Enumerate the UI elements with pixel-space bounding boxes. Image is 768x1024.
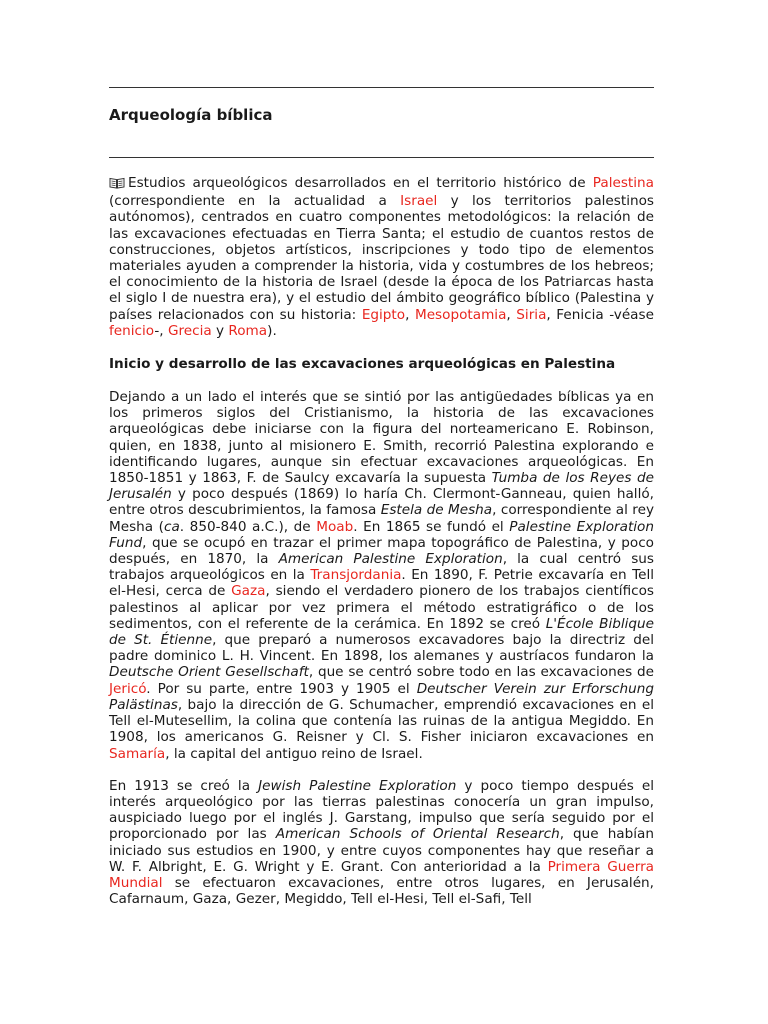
italic-title: Deutsche Orient Gesellschaft (109, 664, 309, 681)
text-run: -, (154, 322, 168, 339)
text-run: y poco después (1869) lo haría Ch. Clermont-Ganneau, quien halló, entre otros descubrimientos, la famosa (109, 486, 654, 519)
book-icon (109, 177, 125, 193)
text-run: , la capital del antiguo reino de Israel. (165, 745, 423, 762)
text-run: Dejando a un lado el interés que se sintió por las antigüedades bíblicas ya en los primeros siglos del Cristianismo, la historia de las excavaciones arqueológicas debe iniciarse con la figura del norteamericano E. Robinson, quien, en 1838, junto al misionero E. Smith, recorrió Palestina explorando e identificando lugares, aunque sin efectuar excavaciones arqueológicas. En 1850-1851 y 1863, F. de Saulcy excavaría la supuesta (109, 389, 654, 487)
title-divider (109, 157, 654, 158)
text-run: Estudios arqueológicos desarrollados en el territorio histórico de (128, 175, 593, 191)
text-run: ). (267, 322, 277, 339)
inline-link[interactable]: Egipto (361, 306, 406, 323)
italic-title: ca (163, 518, 180, 535)
italic-title: Jewish Palestine Exploration (258, 777, 457, 794)
text-run: y los territorios palestinos autónomos), centrados en cuatro componentes metodológicos: la relación de las excavaciones efectuadas en Tierra Santa; el estudio de cuantos restos de construcciones, objetos artísticos, inscripciones y todo tipo de elementos materiales ayuden a comprender la historia, vida y costumbres de los hebreos; el conocimiento de la historia de Israel (desde la época de los Patriarcas hasta el siglo I de nuestra era), y el estudio del ámbito geográfico bíblico (Palestina y países relacionados con su historia: (109, 193, 654, 323)
intro-paragraph (109, 175, 654, 339)
inline-link[interactable]: fenicio (109, 322, 155, 339)
inline-link[interactable]: Israel (400, 193, 438, 210)
page-title: Arqueología bíblica (109, 106, 273, 124)
text-run: y poco tiempo después el interés arqueológico por las tierras palestinas conocería un gran impulso, auspiciado luego por el inglés J. Garstang, impulso que sería seguido por el proporcionado por las (109, 777, 655, 843)
inline-link[interactable]: Moab (316, 518, 354, 535)
section-paragraph (109, 778, 654, 908)
text-run: , que preparó a numerosos excavadores bajo la directriz del padre dominico L. H. Vincent. En 1898, los alemanes y austríacos fundaron la (109, 632, 654, 665)
text-run: (correspondiente en la actualidad a (109, 193, 401, 210)
inline-link[interactable]: Samaría (109, 745, 166, 762)
text-run: , bajo la dirección de G. Schumacher, emprendió excavaciones en el Tell el-Mutesellim, la colina que contenía las ruinas de la antigua Megiddo. En 1908, los americanos G. Reisner y Cl. S. Fisher iniciaron excavaciones en (109, 696, 654, 746)
text-run: . En 1890, F. Petrie excavaría en Tell el-Hesi, cerca de (109, 567, 654, 600)
inline-link[interactable]: Primera Guerra Mundial (109, 858, 654, 891)
italic-title: Deutscher Verein zur Erforschung Palästinas (109, 680, 654, 713)
text-run: . Por su parte, entre 1903 y 1905 el (146, 680, 417, 697)
text-run: . 850-840 a.C.), de (179, 518, 317, 535)
italic-title: L'École Biblique de St. Étienne (109, 615, 655, 649)
inline-link[interactable]: Gaza (231, 583, 266, 600)
text-run: , siendo el verdadero pionero de los trabajos científicos palestinos al aplicar por vez primera el método estratigráfico o de los sedimentos, con el referente de la cerámica. En 1892 se creó (109, 583, 655, 632)
inline-link[interactable]: Palestina (592, 175, 654, 191)
text-run: En 1913 se creó la (109, 777, 259, 794)
top-divider (109, 87, 654, 88)
italic-title: American Schools of Oriental Research (275, 826, 560, 843)
text-run: , (405, 306, 415, 323)
italic-title: Palestine Exploration Fund (109, 518, 654, 551)
article-body (109, 175, 654, 923)
text-run: . En 1865 se fundó el (353, 518, 510, 535)
inline-link[interactable]: Grecia (167, 322, 212, 339)
italic-title: Tumba de los Reyes de Jerusalén (109, 470, 654, 503)
inline-link[interactable]: Jericó (109, 680, 147, 697)
inline-link[interactable]: Roma (228, 322, 268, 339)
intro-text (109, 175, 654, 339)
inline-link[interactable]: Transjordania (310, 567, 402, 584)
section-paragraph (109, 389, 654, 762)
italic-title: Estela de Mesha (380, 502, 493, 519)
text-run: se efectuaron excavaciones, entre otros lugares, en Jerusalén, Cafarnaum, Gaza, Gezer, Megiddo, Tell el-Hesi, Tell el-Safi, Tell (109, 874, 654, 908)
text-run: , Fenicia -véase (546, 306, 654, 323)
inline-link[interactable]: Mesopotamia (414, 306, 507, 323)
inline-link[interactable]: Siria (516, 306, 547, 323)
italic-title: American Palestine Exploration (278, 551, 503, 568)
text-run: y (211, 322, 229, 339)
section-heading: Inicio y desarrollo de las excavaciones arqueológicas en Palestina (109, 356, 616, 373)
text-run: , que se centró sobre todo en las excavaciones de (308, 664, 654, 681)
text-run: , correspondiente al rey Mesha ( (109, 502, 654, 535)
text-run: , que se ocupó en trazar el primer mapa topográfico de Palestina, y poco después, en 1870, la (109, 534, 654, 568)
text-run: , la cual centró sus trabajos arqueológicos en la (109, 551, 654, 584)
text-run: , que habían iniciado sus estudios en 1900, y entre cuyos componentes hay que reseñar a W. F. Albright, E. G. Wright y E. Grant. Con anterioridad a la (109, 826, 654, 875)
text-run: , (506, 306, 517, 323)
